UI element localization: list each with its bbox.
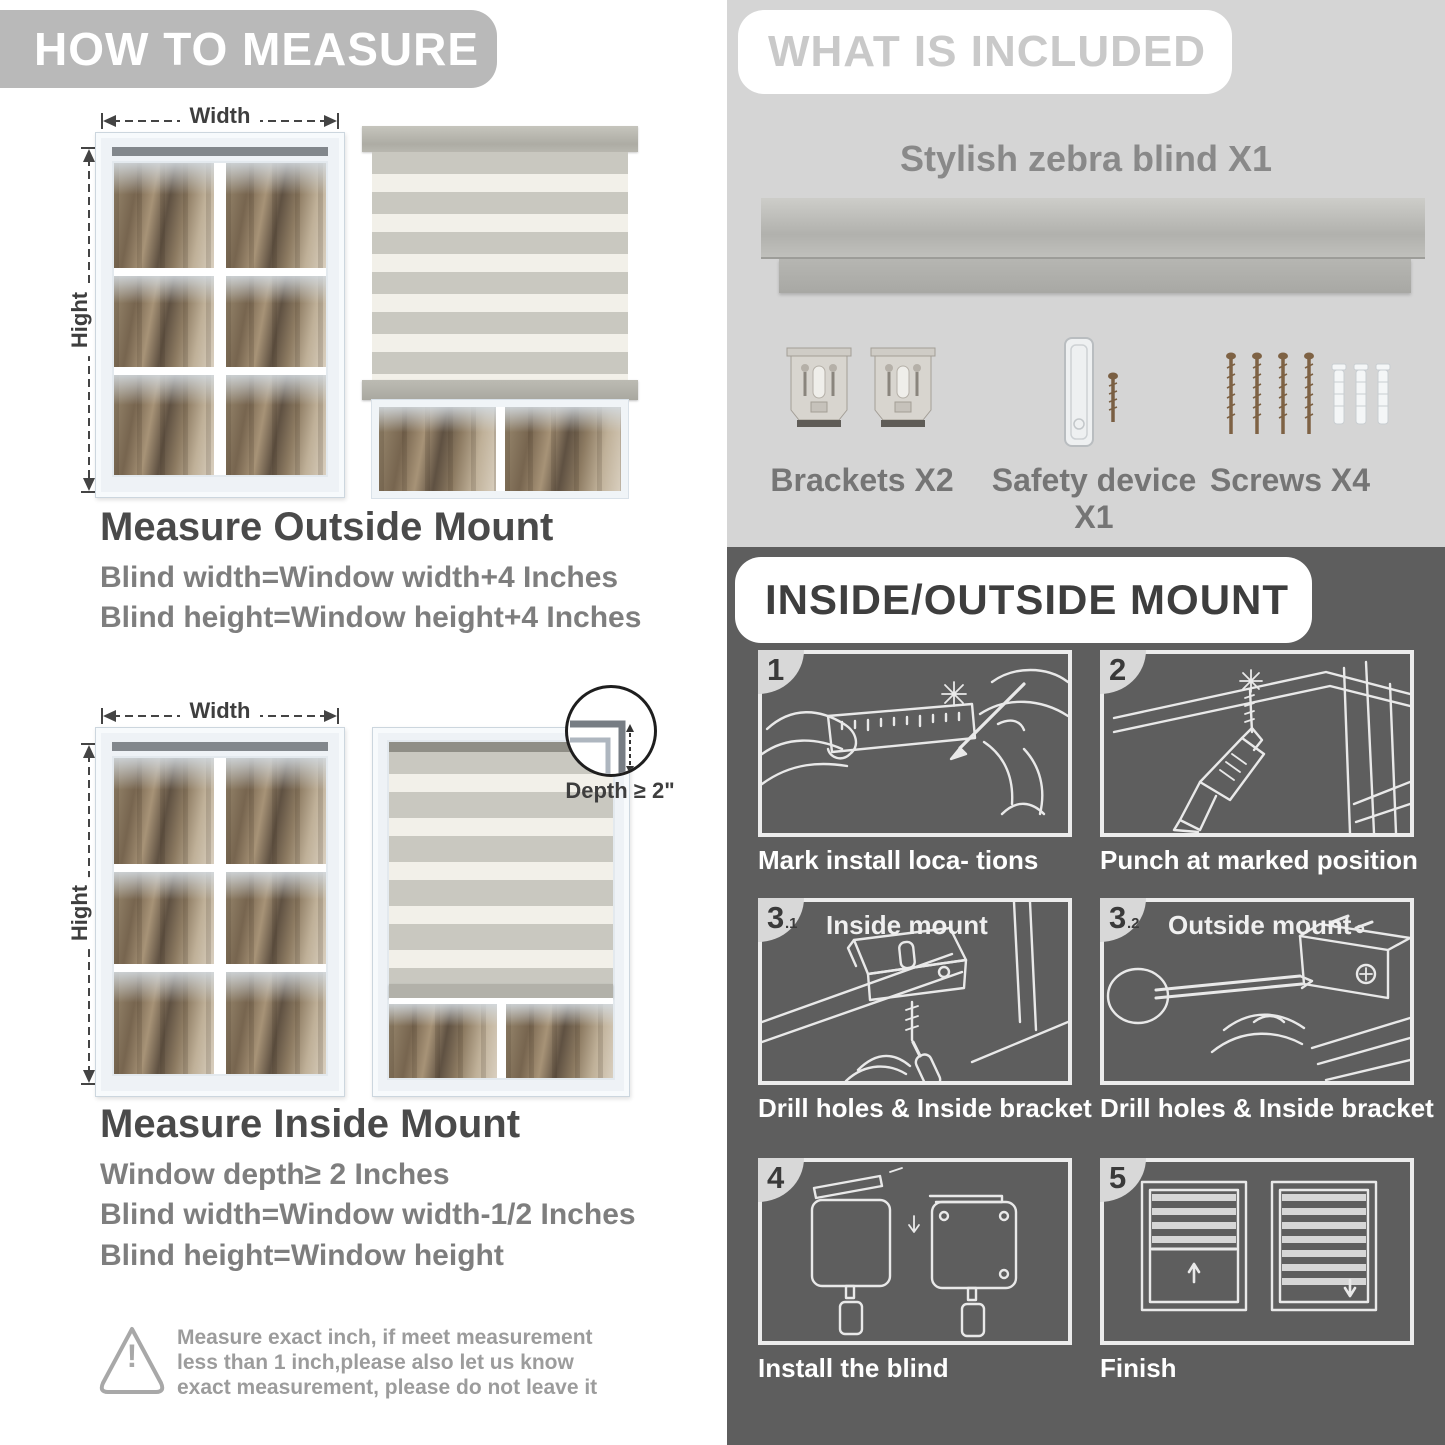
window-panes — [389, 998, 613, 1078]
step-5-caption: Finish — [1100, 1353, 1177, 1383]
step-1-panel — [758, 650, 1072, 837]
mount-header: INSIDE/OUTSIDE MOUNT — [735, 557, 1312, 643]
blind-headrail — [362, 126, 638, 152]
mount-section — [727, 547, 1445, 1445]
inside-mount-line2: Blind width=Window width-1/2 Inches — [100, 1198, 636, 1231]
step-number-badge: 2 — [1100, 650, 1146, 694]
drill-illustration-icon — [1104, 654, 1410, 833]
what-is-included-header: WHAT IS INCLUDED — [738, 10, 1232, 94]
step-1-caption: Mark install loca- tions — [758, 845, 1039, 875]
window-top-rail — [112, 742, 328, 751]
window-corner-detail-icon — [568, 688, 654, 774]
headrail-bottom-image — [779, 259, 1411, 293]
step-3-1-panel — [758, 898, 1072, 1085]
blind-bottomrail — [362, 380, 638, 400]
step-2-panel — [1100, 650, 1414, 837]
step-number-badge: 3 .1 — [758, 898, 804, 942]
install-blind-illustration-icon — [762, 1162, 1068, 1341]
zebra-blind-illustration-outside — [362, 126, 638, 498]
inside-mount-title: Measure Inside Mount — [100, 1102, 521, 1146]
how-to-measure-header: HOW TO MEASURE — [0, 10, 497, 88]
product-label: Stylish zebra blind X1 — [899, 138, 1273, 179]
warning-text: Measure exact inch, if meet measurement less than 1 inch,please also let us know exact measurement, please do not leave it — [177, 1326, 598, 1399]
right-panel — [727, 0, 1445, 1445]
screws-icon — [1219, 348, 1405, 450]
outside-mount-line2: Blind height=Window height+4 Inches — [100, 601, 642, 634]
window-top-rail — [112, 147, 328, 156]
inside-mount-line3: Blind height=Window height — [100, 1239, 504, 1272]
step-3-2-caption: Drill holes & Inside bracket — [1100, 1093, 1434, 1123]
window-illustration-outside — [95, 132, 345, 498]
height-label: Hight — [65, 877, 95, 949]
brackets-icon — [785, 344, 937, 446]
brackets-label: Brackets X2 — [770, 462, 954, 498]
what-is-included-section — [727, 0, 1445, 547]
outside-mount-line1: Blind width=Window width+4 Inches — [100, 561, 619, 594]
step-number-badge: 3 .2 — [1100, 898, 1146, 942]
height-label: Hight — [65, 284, 95, 356]
step-number-badge: 4 — [758, 1158, 804, 1202]
step-4-caption: Install the blind — [758, 1353, 949, 1383]
window-under-blind — [372, 400, 628, 498]
headrail-image — [761, 198, 1425, 259]
outside-mount-title: Measure Outside Mount — [100, 505, 554, 549]
step-3-1-title: Inside mount — [826, 910, 988, 940]
step-4-panel — [758, 1158, 1072, 1345]
screws-label: Screws X4 — [1209, 462, 1371, 498]
step-5-panel — [1100, 1158, 1414, 1345]
mark-location-illustration-icon — [762, 654, 1068, 833]
depth-detail-magnifier — [565, 685, 657, 777]
window-illustration-inside — [95, 727, 345, 1097]
safety-device-icon — [1059, 336, 1131, 450]
inside-mount-line1: Window depth≥ 2 Inches — [100, 1158, 450, 1191]
blind-bottomrail — [389, 984, 613, 998]
width-label: Width — [180, 103, 261, 128]
window-panes — [112, 161, 328, 477]
step-2-caption: Punch at marked position — [1100, 845, 1418, 875]
safety-device-label: Safety device X1 — [991, 462, 1197, 535]
step-number-badge: 5 — [1100, 1158, 1146, 1202]
finish-illustration-icon — [1104, 1162, 1410, 1341]
depth-label: Depth ≥ 2" — [565, 778, 675, 803]
blind-stripes — [372, 152, 628, 380]
width-label: Width — [180, 698, 261, 723]
step-number-badge: 1 — [758, 650, 804, 694]
step-3-1-caption: Drill holes & Inside bracket — [758, 1093, 1092, 1123]
step-3-2-panel — [1100, 898, 1414, 1085]
step-3-2-title: Outside mount — [1168, 910, 1352, 940]
window-panes — [112, 756, 328, 1076]
warning-exclamation: ! — [126, 1338, 138, 1374]
